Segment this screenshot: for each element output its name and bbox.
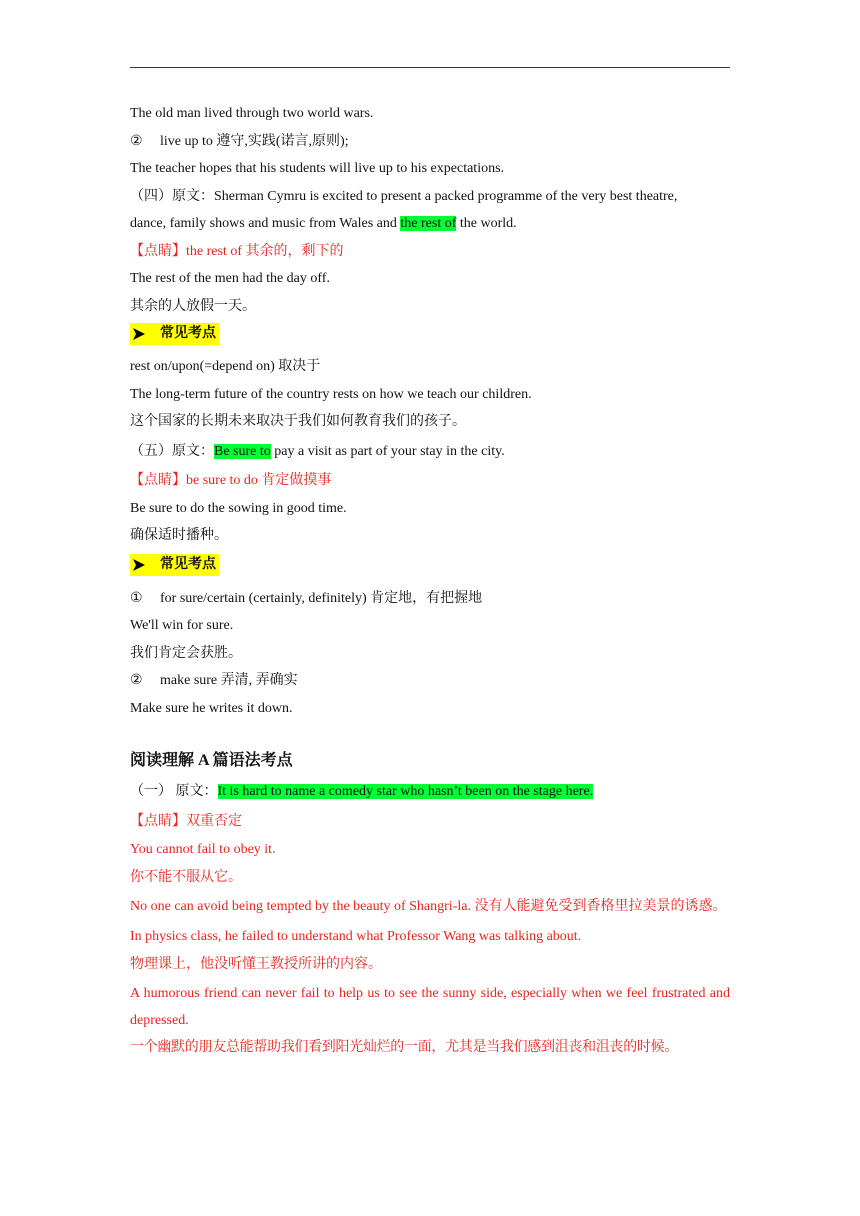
example-sentence: The old man lived through two world wars. (130, 106, 374, 121)
item-text: live up to 遵守,实践(诺言,原则); (160, 133, 349, 149)
common-points-tag (130, 550, 730, 585)
source-text-continued (130, 210, 730, 238)
example-translation: 这个国家的长期未来取决于我们如何教育我们的孩子。 (130, 414, 466, 429)
example-translation: 一个幽默的朋友总能帮助我们看到阳光灿烂的一面，尤其是当我们感到沮丧和沮丧的时候。 (130, 1040, 678, 1055)
item-number: ② (130, 673, 143, 688)
example-translation: 我们肯定会获胜。 (130, 645, 242, 661)
example-sentence: Be sure to do the sowing in good time. (130, 500, 347, 516)
arrow-bullet-icon (132, 327, 146, 341)
highlighted-phrase: Be sure to (214, 443, 271, 459)
item-text: make sure 弄清, 弄确实 (160, 673, 298, 688)
common-points-tag (130, 320, 730, 353)
numbered-item (130, 667, 730, 695)
spacer (130, 722, 730, 746)
source-text (130, 438, 730, 466)
item-number: ② (130, 133, 143, 149)
header-rule (130, 67, 730, 68)
key-point: 【点睛】be sure to do 肯定做摸事 (130, 473, 332, 488)
tag-label: 常见考点 (160, 556, 216, 572)
example-sentence: In physics class, he failed to understand what Professor Wang was talking about. (130, 929, 582, 944)
numbered-item (130, 585, 730, 613)
example-sentence: You cannot fail to obey it. (130, 842, 276, 857)
example-sentence: The rest of the men had the day off. (130, 271, 330, 286)
section-heading: 阅读理解 A 篇语法考点 (130, 752, 293, 769)
tag-highlight (130, 323, 219, 345)
item-text: for sure/certain (certainly, definitely) 肯定地，有把握地 (160, 590, 483, 606)
key-point: 【点睛】the rest of 其余的，剩下的 (130, 243, 344, 259)
example-translation: 你不能不服从它。 (130, 869, 242, 885)
tag-label: 常见考点 (160, 326, 216, 341)
item-number: ① (130, 590, 143, 606)
example-sentence: The long-term future of the country rests on how we teach our children. (130, 386, 532, 402)
example-translation: 其余的人放假一天。 (130, 298, 256, 314)
text-span: dance, family shows and music from Wales and (130, 216, 401, 231)
arrow-bullet-icon (132, 558, 146, 572)
text-span: pay a visit as part of your stay in the city. (270, 443, 505, 459)
example-sentence: No one can avoid being tempted by the beauty of Shangri-la. 没有人能避免受到香格里拉美景的诱惑。 (130, 899, 727, 914)
phrase-entry: rest on/upon(=depend on) 取决于 (130, 359, 321, 374)
example-sentence: We'll win for sure. (130, 618, 234, 633)
source-text (130, 778, 730, 806)
example-translation: 物理课上，他没听懂王教授所讲的内容。 (130, 956, 382, 972)
key-point: 【点睛】双重否定 (130, 813, 242, 829)
highlighted-phrase: the rest of (400, 216, 457, 231)
example-sentence: The teacher hopes that his students will live up to his expectations. (130, 161, 505, 176)
example-translation: 确保适时播种。 (130, 528, 228, 543)
source-text: （四）原文：Sherman Cymru is excited to present a packed programme of the very best theatre, (130, 188, 678, 204)
highlighted-phrase: It is hard to name a comedy star who hasn’t been on the stage here. (217, 784, 594, 799)
text-span: （一） 原文： (130, 784, 218, 799)
text-span: （五）原文： (130, 443, 214, 459)
text-span: the world. (456, 216, 517, 231)
tag-highlight (130, 554, 219, 576)
example-sentence: A humorous friend can never fail to help us to see the sunny side, especially when we feel frustrated and depressed. (130, 986, 730, 1028)
numbered-item (130, 128, 730, 156)
example-sentence: Make sure he writes it down. (130, 700, 293, 716)
document-body (130, 100, 730, 1062)
